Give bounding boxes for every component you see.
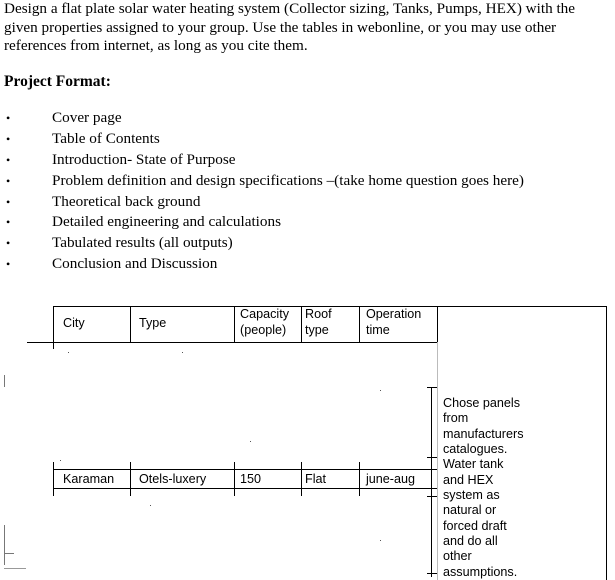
list-item-text: Conclusion and Discussion [52,255,218,273]
scan-artifact [250,441,251,442]
note-line: system as [443,488,500,503]
intro-line: references from internet, as long as you cite them. [4,37,308,54]
header-city: City [63,316,85,330]
column-separator [53,462,54,496]
list-item-text: Tabulated results (all outputs) [52,234,233,252]
note-line: forced draft [443,518,507,533]
note-line: manufacturers [443,426,524,441]
note-line: Chose panels [443,396,521,410]
scan-artifact [4,553,14,554]
header-roof-line: type [305,322,329,337]
row-city: Karaman [63,472,115,486]
column-separator [234,306,235,342]
intro-line: Design a flat plate solar water heating system (Collector sizing, Tanks, Pumps, HEX) with the [4,0,576,17]
note-line: assumptions. [443,564,518,579]
note-cell-border [437,306,607,307]
list-item-text: Theoretical back ground [52,192,201,210]
header-type: Type [139,316,167,330]
list-item-text: Detailed engineering and calculations [52,213,281,231]
column-separator [301,462,302,496]
grid-tick [427,496,437,497]
header-roof-type [305,307,332,338]
note-line: natural or [443,503,497,518]
header-operation-line: Operation [366,307,422,321]
bullet-icon: • [6,257,11,272]
intro-line: given properties assigned to your group. Use the tables in webonline, or you may use other [4,18,557,36]
row-border-bottom [53,488,437,489]
row-operation: june-aug [366,472,416,486]
bullet-icon: • [6,236,11,251]
list-item-text: Cover page [52,109,122,126]
bullet-icon: • [6,173,11,188]
header-capacity-line: (people) [240,322,287,337]
note-line: catalogues. [443,442,508,457]
scan-artifact [4,568,26,569]
column-separator [234,462,235,496]
list-item-text: Introduction- State of Purpose [52,150,236,168]
note-line: other [443,549,472,564]
table-note [443,396,543,580]
scan-artifact [60,460,61,461]
scan-artifact [182,352,183,353]
bullet-icon: • [6,111,11,125]
bullet-icon: • [6,215,11,230]
grid-tick [427,387,437,388]
column-separator [53,306,54,349]
table-divider [437,306,438,342]
header-operation-line: time [366,322,390,337]
column-separator [359,462,360,496]
scan-artifact [68,352,69,353]
project-format-heading: Project Format: [4,73,111,90]
header-border-bottom [27,342,437,343]
header-capacity [240,307,289,338]
row-roof: Flat [305,472,326,486]
row-border-top [53,469,437,470]
note-line: Water tank [443,457,504,472]
row-capacity: 150 [240,472,262,486]
header-operation-time [366,307,421,338]
bullet-icon: • [6,131,11,146]
note-line: and do all [443,534,498,549]
note-line: and HEX [443,472,494,487]
column-separator [301,306,302,342]
column-separator [130,462,131,496]
grid-tick [427,457,437,458]
grid-tick [427,573,437,574]
list-item-text: Problem definition and design specifications –(take home question goes here) [52,171,524,189]
note-cell-border [437,342,438,580]
note-cell-border [606,306,607,580]
column-separator [130,306,131,342]
scan-artifact [150,505,151,506]
header-capacity-line: Capacity [240,307,289,321]
scan-artifact [380,390,381,391]
bullet-icon: • [6,152,11,167]
note-line: from [443,411,469,426]
grid-tick [431,387,432,577]
header-roof-line: Roof [305,307,332,321]
column-separator [359,306,360,342]
scan-artifact [380,540,381,541]
row-type: Otels-luxery [139,472,207,486]
assignment-intro [4,0,610,56]
list-item-text: Table of Contents [52,129,160,147]
bullet-icon: • [6,194,11,209]
scan-artifact [4,525,5,565]
scan-artifact [4,375,5,387]
